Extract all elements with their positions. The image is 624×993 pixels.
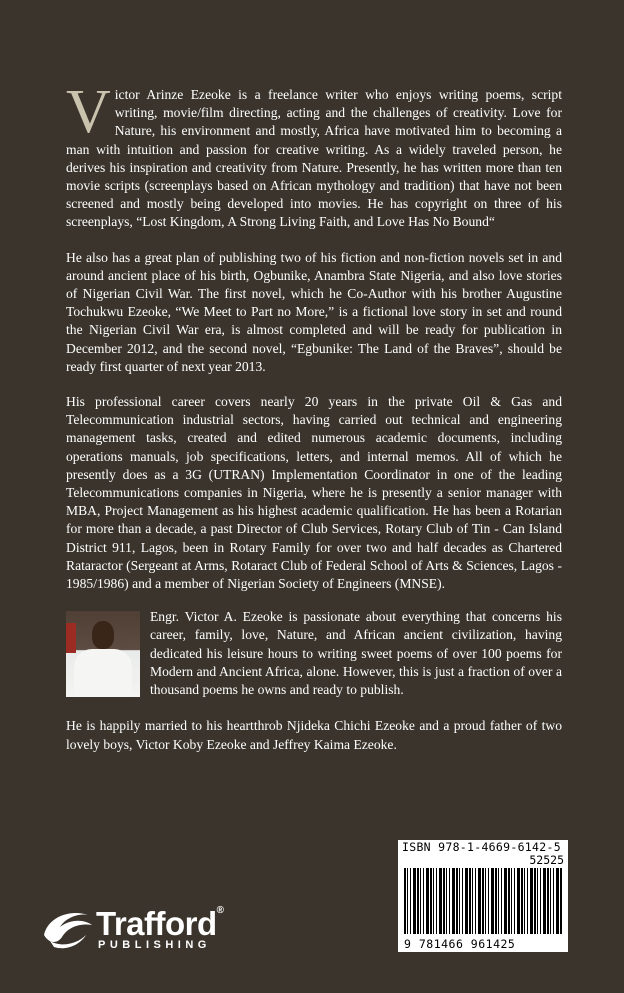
publisher-name: Trafford® xyxy=(96,905,224,942)
bio-paragraph-1 xyxy=(66,78,562,232)
bio-paragraph-4-text: Engr. Victor A. Ezeoke is passionate about everything that concerns his career, family, love, Nature, and African ancient civilization, having dedicated his leisure hours to writing sweet poems of over 100 poems for Modern and Ancient Africa, alone. However, this is just a fraction of over a thousand poems he owns and ready to publish. xyxy=(150,609,562,698)
bio-paragraph-3: His professional career covers nearly 20 years in the private Oil & Gas and Telecommunication industrial sectors, having carried out technical and engineering management tasks, created and edited numerous academic documents, including operations manuals, job specifications, letters, and internal memos. All of which he presently does as a 3G (UTRAN) Implementation Coordinator in one of the leading Telecommunications companies in Nigeria, where he is presently a senior manager with MBA, Project Management as his highest academic qualification. He has been a Rotarian for more than a decade, a past Director of Club Services, Rotary Club of Tin - Can Island District 911, Lagos, been in Rotary Family for over two and half decades as Chartered Rataractor (Sergeant at Arms, Rotaract Club of Federal School of Arts & Sciences, Lagos - 1985/1986) and a member of Nigerian Society of Engineers (MNSE). xyxy=(66,394,562,592)
isbn-barcode xyxy=(398,840,568,952)
bio-paragraph-2: He also has a great plan of publishing two of his fiction and non-fiction novels set in and around ancient place of his birth, Ogbunike, Anambra State Nigeria, and also love stories of Nigerian Civil War. The first novel, which he Co-Author with his brother Augustine Tochukwu Ezeoke, “We Meet to Part no More,” is a fictional love story in set and round the Nigerian Civil War era, is almost completed and will be ready for publication in December 2012, and the second novel, “Egbunike: The Land of the Braves”, should be ready first quarter of next year 2013. xyxy=(66,249,562,374)
bio-paragraph-4 xyxy=(66,608,562,699)
back-cover-text xyxy=(66,78,562,754)
bio-paragraph-5: He is happily married to his heartthrob Njideka Chichi Ezeoke and a proud father of two lovely boys, Victor Koby Ezeoke and Jeffrey Kaima Ezeoke. xyxy=(66,718,562,752)
publisher-logo xyxy=(40,905,270,955)
bio-paragraph-1-text: ictor Arinze Ezeoke is a freelance writer who enjoys writing poems, script writing, movie/film directing, acting and the challenges of creativity. Love for Nature, his environment and mostly, Africa have motivated him to becoming a man with intuition and passion for creative writing. As a widely traveled person, he derives his inspiration and creativity from Nature. Presently, he has written more than ten movie scripts (screenplays based on African mythology and tradition) that have not been screened and mostly being developed into movies. He has copyright on three of his screenplays, “Lost Kingdom, A Strong Living Faith, and Love Has No Bound“ xyxy=(66,87,562,230)
drop-cap: V xyxy=(66,78,111,146)
trafford-swirl-icon xyxy=(40,905,96,953)
price-code: 52525 xyxy=(529,853,564,867)
barcode-bars xyxy=(404,868,562,934)
publisher-subtitle: PUBLISHING xyxy=(98,939,211,951)
author-photo xyxy=(66,611,140,697)
isbn-label: ISBN 978-1-4669-6142-5 xyxy=(402,840,561,854)
registered-mark: ® xyxy=(216,905,224,916)
barcode-number: 9 781466 961425 xyxy=(404,937,516,951)
